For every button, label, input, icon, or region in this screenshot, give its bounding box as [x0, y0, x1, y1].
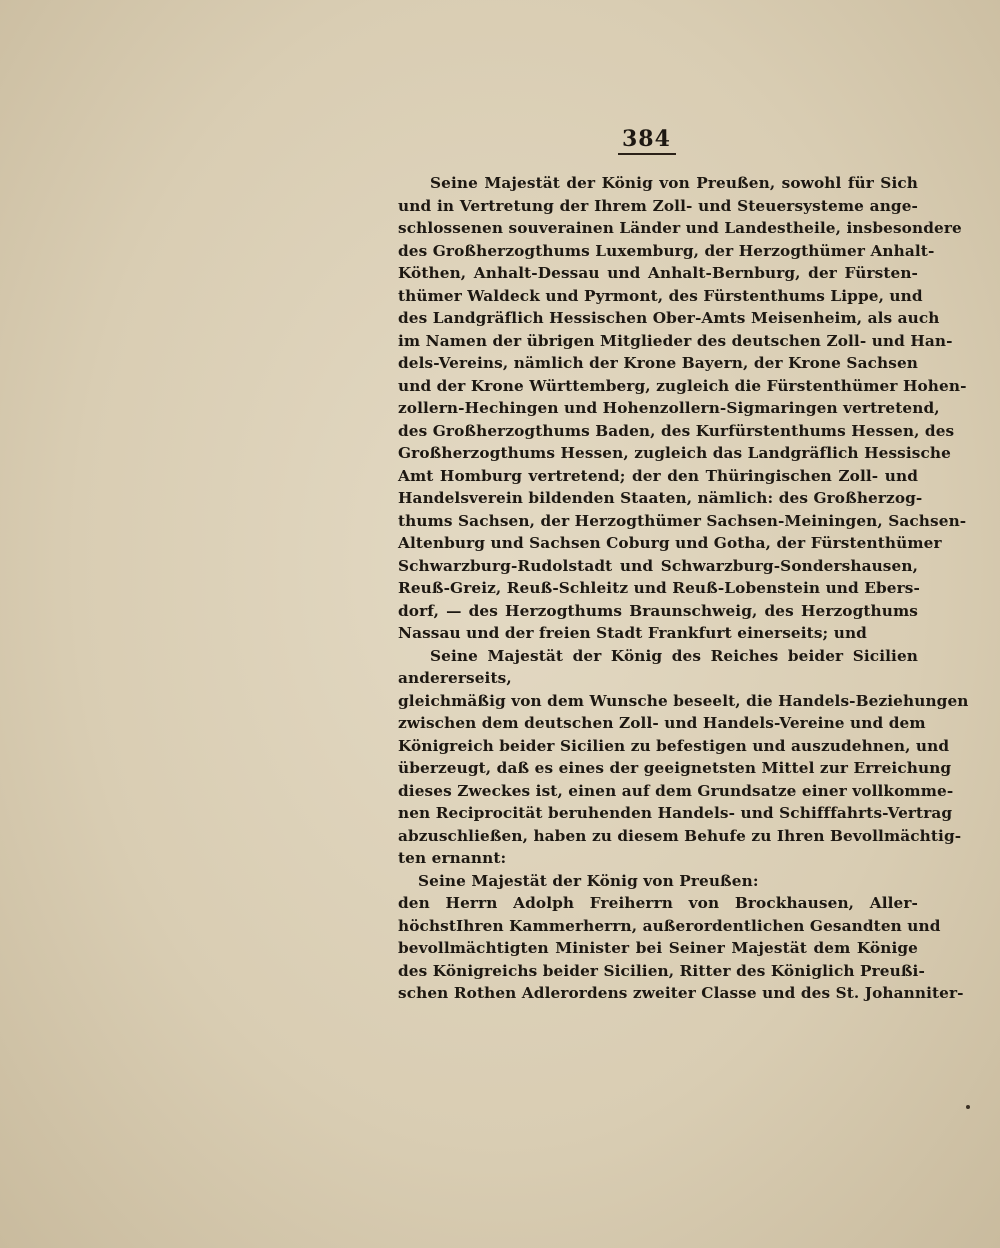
- text-line: überzeugt, daß es eines der geeignetsten Mittel zur Erreichung: [398, 759, 952, 777]
- text-line: Reuß-Greiz, Reuß-Schleitz und Reuß-Lobenstein und Ebers-: [398, 579, 920, 597]
- text-line: dorf, — des Herzogthums Braunschweig, des Herzogthums: [398, 601, 918, 620]
- text-line: ten ernannt:: [398, 849, 507, 867]
- text-line: und in Vertretung der Ihrem Zoll- und Steuersysteme ange-: [398, 196, 918, 215]
- text-line: schlossenen souverainen Länder und Landestheile, insbesondere: [398, 219, 962, 237]
- text-line: des Großherzogthums Baden, des Kurfürstenthums Hessen, des: [398, 421, 955, 440]
- text-line: des Großherzogthums Luxemburg, der Herzogthümer Anhalt-: [398, 241, 935, 260]
- text-line: Altenburg und Sachsen Coburg und Gotha, der Fürstenthümer: [398, 534, 942, 552]
- page-number: 384: [622, 126, 671, 152]
- text-line: thums Sachsen, der Herzogthümer Sachsen-Meiningen, Sachsen-: [398, 511, 967, 530]
- text-line: den Herrn Adolph Freiherrn von Brockhausen, Aller-: [398, 894, 918, 912]
- text-line: und der Krone Württemberg, zugleich die Fürstenthümer Hohen-: [398, 376, 967, 395]
- text-line: Nassau und der freien Stadt Frankfurt einerseits; und: [398, 624, 867, 642]
- body-text: [398, 172, 969, 1005]
- text-line: des Landgräflich Hessischen Ober-Amts Meisenheim, als auch: [398, 309, 940, 327]
- text-line: Amt Homburg vertretend; der den Thüringischen Zoll- und: [398, 466, 918, 485]
- text-line: Seine Majestät der König des Reiches beider Sicilien: [430, 646, 918, 665]
- text-line: Köthen, Anhalt-Dessau und Anhalt-Bernburg, der Fürsten-: [398, 264, 918, 282]
- text-line: zollern-Hechingen und Hohenzollern-Sigmaringen vertretend,: [398, 399, 940, 417]
- text-line: höchstIhren Kammerherrn, außerordentlichen Gesandten und: [398, 916, 941, 935]
- text-line: schen Rothen Adlerordens zweiter Classe und des St. Johanniter-: [398, 984, 964, 1002]
- text-line: dieses Zweckes ist, einen auf dem Grundsatze einer vollkomme-: [398, 781, 954, 800]
- text-line: Schwarzburg-Rudolstadt und Schwarzburg-Sondershausen,: [398, 556, 918, 575]
- text-line: nen Reciprocität beruhenden Handels- und Schifffahrts-Vertrag: [398, 804, 953, 822]
- text-line: des Königreichs beider Sicilien, Ritter des Königlich Preußi-: [398, 961, 925, 980]
- text-line: Königreich beider Sicilien zu befestigen und auszudehnen, und: [398, 736, 950, 755]
- ink-speck: [966, 1105, 970, 1109]
- text-line: andererseits,: [398, 669, 512, 687]
- text-line: dels-Vereins, nämlich der Krone Bayern, der Krone Sachsen: [398, 354, 918, 372]
- text-line: gleichmäßig von dem Wunsche beseelt, die Handels-Beziehungen: [398, 691, 969, 710]
- text-line: thümer Waldeck und Pyrmont, des Fürstenthums Lippe, und: [398, 286, 923, 305]
- text-line: Großherzogthums Hessen, zugleich das Landgräflich Hessische: [398, 444, 951, 462]
- text-line: im Namen der übrigen Mitglieder des deutschen Zoll- und Han-: [398, 331, 953, 350]
- text-line: zwischen dem deutschen Zoll- und Handels-Vereine und dem: [398, 714, 926, 732]
- text-line: Seine Majestät der König von Preußen, sowohl für Sich: [430, 174, 918, 192]
- text-line: abzuschließen, haben zu diesem Behufe zu Ihren Bevollmächtig-: [398, 826, 962, 845]
- page-number-rule: [618, 153, 676, 155]
- text-line: Seine Majestät der König von Preußen:: [418, 871, 759, 890]
- text-line: Handelsverein bildenden Staaten, nämlich: des Großherzog-: [398, 489, 923, 507]
- text-line: bevollmächtigten Minister bei Seiner Majestät dem Könige: [398, 939, 918, 957]
